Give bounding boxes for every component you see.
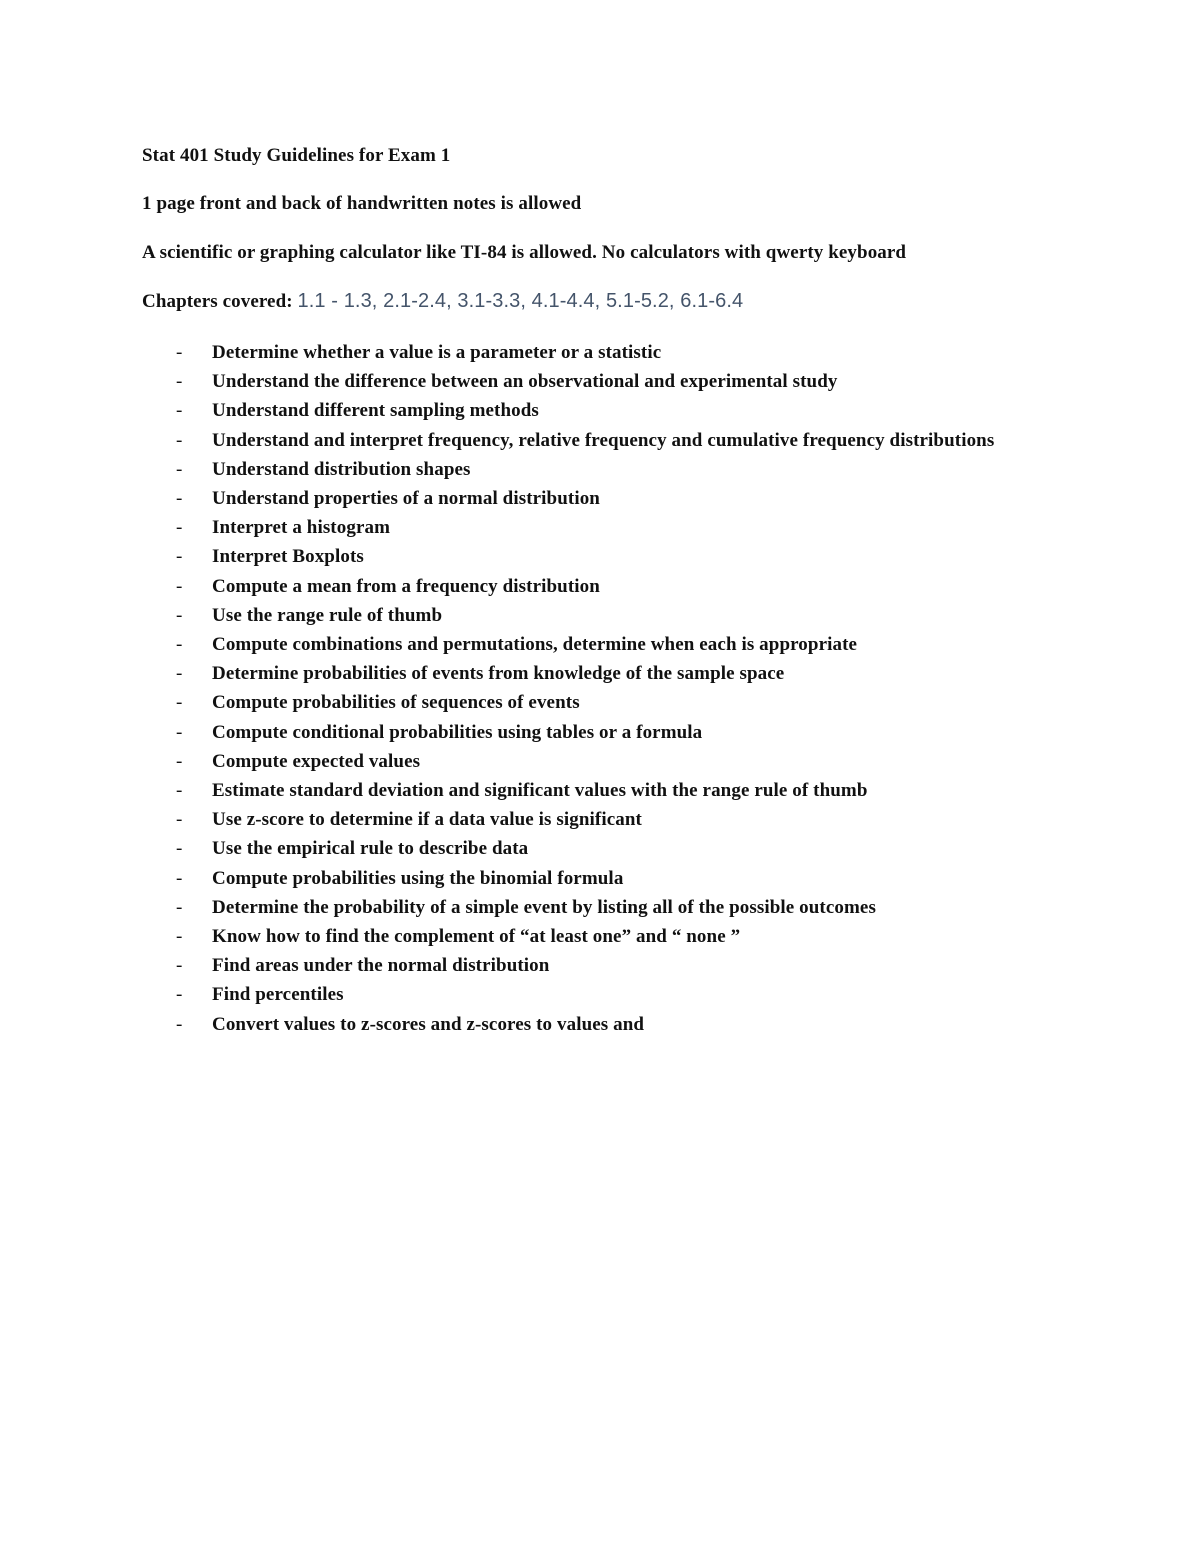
topic-item	[142, 630, 1012, 659]
topic-text: Find percentiles	[212, 984, 344, 1006]
bullet-dash: -	[176, 809, 183, 831]
bullet-dash: -	[176, 867, 183, 889]
topic-item	[142, 338, 1012, 367]
topic-text: Understand the difference between an observational and experimental study	[212, 371, 838, 393]
bullet-dash: -	[176, 488, 183, 510]
topic-text: Understand different sampling methods	[212, 400, 539, 422]
topic-list	[142, 338, 1042, 1039]
topic-text: Convert values to z-scores and z-scores to values and	[212, 1013, 645, 1035]
chapters-covered	[142, 289, 743, 314]
bullet-dash: -	[176, 721, 183, 743]
topic-text: Know how to find the complement of “at least one” and “ none ”	[212, 926, 741, 948]
bullet-dash: -	[176, 955, 183, 977]
topic-text: Understand and interpret frequency, relative frequency and cumulative frequency distributions	[212, 429, 995, 451]
bullet-dash: -	[176, 546, 183, 568]
topic-text: Determine the probability of a simple event by listing all of the possible outcomes	[212, 896, 876, 918]
topic-item	[142, 951, 1012, 980]
topic-item	[142, 1010, 1012, 1039]
topic-text: Understand distribution shapes	[212, 458, 471, 480]
bullet-dash: -	[176, 517, 183, 539]
topic-text: Compute combinations and permutations, determine when each is appropriate	[212, 634, 858, 656]
notes-rule: 1 page front and back of handwritten notes is allowed	[142, 193, 582, 214]
topic-text: Understand properties of a normal distribution	[212, 488, 600, 510]
bullet-dash: -	[176, 780, 183, 802]
topic-item	[142, 864, 1012, 893]
bullet-dash: -	[176, 604, 183, 626]
bullet-dash: -	[176, 838, 183, 860]
topic-item	[142, 718, 1012, 747]
topic-text: Estimate standard deviation and significant values with the range rule of thumb	[212, 780, 868, 802]
topic-item	[142, 484, 1012, 513]
topic-text: Compute probabilities using the binomial formula	[212, 867, 624, 889]
topic-text: Use z-score to determine if a data value is significant	[212, 809, 642, 831]
topic-item	[142, 601, 1012, 630]
bullet-dash: -	[176, 342, 183, 363]
topic-text: Use the range rule of thumb	[212, 604, 443, 626]
bullet-dash: -	[176, 896, 183, 918]
topic-item	[142, 980, 1012, 1009]
topic-item	[142, 805, 1012, 834]
topic-item	[142, 776, 1012, 805]
topic-item	[142, 834, 1012, 863]
bullet-dash: -	[176, 575, 183, 597]
topic-text: Determine whether a value is a parameter or a statistic	[212, 342, 662, 363]
bullet-dash: -	[176, 984, 183, 1006]
bullet-dash: -	[176, 371, 183, 393]
topic-text: Determine probabilities of events from knowledge of the sample space	[212, 663, 785, 685]
topic-item	[142, 396, 1012, 425]
topic-text: Compute conditional probabilities using tables or a formula	[212, 721, 703, 743]
topic-item	[142, 513, 1012, 542]
bullet-dash: -	[176, 750, 183, 772]
topic-item	[142, 922, 1012, 951]
topic-text: Interpret a histogram	[212, 517, 390, 539]
document-title: Stat 401 Study Guidelines for Exam 1	[142, 145, 451, 166]
bullet-dash: -	[176, 663, 183, 685]
bullet-dash: -	[176, 692, 183, 714]
chapters-value: 1.1 - 1.3, 2.1-2.4, 3.1-3.3, 4.1-4.4, 5.1-5.2, 6.1-6.4	[297, 290, 744, 312]
bullet-dash: -	[176, 926, 183, 948]
bullet-dash: -	[176, 458, 183, 480]
topic-item	[142, 426, 1012, 455]
topic-text: Compute probabilities of sequences of events	[212, 692, 580, 714]
topic-text: Compute a mean from a frequency distribution	[212, 575, 600, 597]
calculator-rule: A scientific or graphing calculator like TI-84 is allowed. No calculators with qwerty keyboard	[142, 242, 907, 263]
topic-text: Compute expected values	[212, 750, 421, 772]
chapters-label: Chapters covered:	[142, 291, 298, 312]
topic-item	[142, 659, 1012, 688]
topic-item	[142, 893, 1012, 922]
topic-text: Interpret Boxplots	[212, 546, 364, 568]
topic-text: Use the empirical rule to describe data	[212, 838, 529, 860]
bullet-dash: -	[176, 634, 183, 656]
bullet-dash: -	[176, 400, 183, 422]
topic-item	[142, 572, 1012, 601]
topic-item	[142, 542, 1012, 571]
bullet-dash: -	[176, 429, 183, 451]
topic-item	[142, 367, 1012, 396]
topic-item	[142, 688, 1012, 717]
topic-item	[142, 747, 1012, 776]
topic-item	[142, 455, 1012, 484]
bullet-dash: -	[176, 1013, 183, 1035]
topic-text: Find areas under the normal distribution	[212, 955, 550, 977]
